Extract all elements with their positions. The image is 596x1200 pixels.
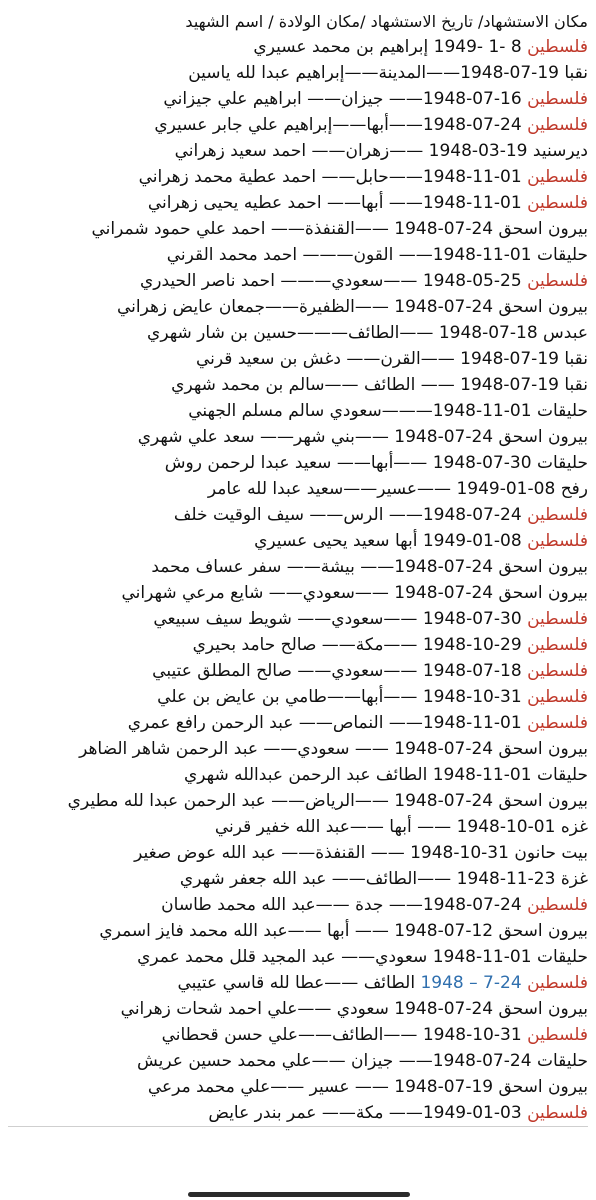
entry-details: 24-07-1948 ——سعودي—— شايع مرعي شهراني <box>121 583 494 603</box>
martyrdom-place: بيرون اسحق <box>498 583 588 603</box>
entry-details: 8 -1 -1949 إبراهيم بن محمد عسيري <box>253 37 522 57</box>
list-item <box>8 424 588 450</box>
martyrdom-date: 24-7 – 1948 <box>420 973 522 993</box>
martyrdom-place: فلسطين <box>527 89 588 109</box>
martyrdom-place: بيرون اسحق <box>498 427 588 447</box>
martyrdom-place: حليقات <box>536 453 588 473</box>
list-item <box>8 1048 588 1074</box>
list-item <box>8 632 588 658</box>
entry-details: 24-07-1948—— بيشة—— سفر عساف محمد <box>151 557 494 577</box>
entry-details: 08-01-1949 أبها سعيد يحيى عسيري <box>254 531 522 551</box>
entry-details: 19-07-1948 —— الطائف ——سالم بن محمد شهري <box>171 375 559 395</box>
list-item <box>8 346 588 372</box>
list-item <box>8 840 588 866</box>
list-item <box>8 398 588 424</box>
martyrdom-place: فلسطين <box>527 713 588 733</box>
entry-details: 01-11-1948—— النماص—— عبد الرحمن رافع عمري <box>127 713 522 733</box>
martyrdom-place: فلسطين <box>527 1025 588 1045</box>
entry-details: 19-07-1948 —— عسير ——علي محمد مرعي <box>147 1077 494 1097</box>
list-item <box>8 892 588 918</box>
list-item <box>8 944 588 970</box>
martyrdom-place: فلسطين <box>527 661 588 681</box>
list-item <box>8 996 588 1022</box>
martyrdom-place: بيرون اسحق <box>498 739 588 759</box>
entry-details: 01-11-1948 الطائف عبد الرحمن عبدالله شهري <box>183 765 532 785</box>
entry-details: 08-01-1949 ——عسير——سعيد عبدا لله عامر <box>207 479 556 499</box>
martyrdom-place: بيت حانون <box>514 843 588 863</box>
entry-details: 19-07-1948 ——القرن—— دغش بن سعيد قرني <box>196 349 559 369</box>
list-item <box>8 528 588 554</box>
list-item <box>8 554 588 580</box>
entry-details: 01-11-1948—— القون——— احمد محمد القرني <box>166 245 532 265</box>
list-item <box>8 658 588 684</box>
entry-details: الطائف ——عطا لله قاسي عتيبي <box>177 973 421 993</box>
entry-details: 12-07-1948 —— أبها ——عبد الله محمد فايز اسمري <box>99 921 494 941</box>
martyrs-list <box>8 34 588 1127</box>
martyrdom-place: فلسطين <box>527 973 588 993</box>
martyrdom-place: فلسطين <box>527 895 588 915</box>
home-indicator[interactable] <box>188 1192 410 1197</box>
entry-details: 18-07-1948 ——الطائف———حسين بن شار شهري <box>147 323 538 343</box>
list-item <box>8 788 588 814</box>
entry-details: 24-07-1948 ——بني شهر—— سعد علي شهري <box>137 427 494 447</box>
martyrdom-place: بيرون اسحق <box>498 921 588 941</box>
entry-details: 24-07-1948 ——القنفذة—— احمد علي حمود شمراني <box>91 219 494 239</box>
entry-details: 29-10-1948 ——مكة—— صالح حامد بحيري <box>192 635 522 655</box>
entry-details: 24-07-1948 —— سعودي—— عبد الرحمن شاهر الضاهر <box>79 739 494 759</box>
list-item <box>8 476 588 502</box>
list-item <box>8 606 588 632</box>
entry-details: 19-03-1948 ——زهران—— احمد سعيد زهراني <box>174 141 528 161</box>
list-item <box>8 112 588 138</box>
martyrdom-place: بيرون اسحق <box>498 999 588 1019</box>
entry-details: 18-07-1948 ——سعودي—— صالح المطلق عتيبي <box>152 661 522 681</box>
list-item <box>8 242 588 268</box>
list-item <box>8 216 588 242</box>
martyrdom-place: فلسطين <box>527 271 588 291</box>
list-item <box>8 580 588 606</box>
martyrdom-place: غزة <box>560 869 588 889</box>
martyrdom-place: فلسطين <box>527 193 588 213</box>
list-item <box>8 86 588 112</box>
list-item <box>8 502 588 528</box>
entry-details: 31-10-1948 ——أبها——طامي بن عايض بن علي <box>157 687 522 707</box>
martyrdom-place: ديرسنيد <box>532 141 588 161</box>
entry-details: 24-07-1948 سعودي ——علي احمد شحات زهراني <box>120 999 494 1019</box>
list-item <box>8 138 588 164</box>
entry-details: 24-07-1948—— جدة ——عبد الله محمد طاسان <box>161 895 522 915</box>
martyrdom-place: حليقات <box>536 947 588 967</box>
martyrdom-place: فلسطين <box>527 115 588 135</box>
entry-details: 31-10-1948 ——الطائف——علي حسن قحطاني <box>161 1025 522 1045</box>
entry-details: 25-05-1948 ——سعودي——— احمد ناصر الحيدري <box>139 271 522 291</box>
martyrdom-place: نقبا <box>564 375 588 395</box>
martyrdom-place: فلسطين <box>527 37 588 57</box>
martyrdom-place: فلسطين <box>527 505 588 525</box>
entry-details: 01-11-1948 سعودي—— عبد المجيد قلل محمد عمري <box>137 947 532 967</box>
list-item <box>8 710 588 736</box>
entry-details: 16-07-1948—— جيزان—— ابراهيم علي جيزاني <box>163 89 522 109</box>
entry-details: 01-10-1948 —— أبها ——عبد الله خفير قرني <box>214 817 556 837</box>
list-item <box>8 866 588 892</box>
martyrdom-place: فلسطين <box>527 167 588 187</box>
martyrdom-place: نقبا <box>564 349 588 369</box>
martyrdom-place: فلسطين <box>527 687 588 707</box>
martyrdom-place: رفح <box>560 479 588 499</box>
entry-details: 24-07-1948 ——الرياض—— عبد الرحمن عبدا لله مطيري <box>67 791 494 811</box>
document-header: مكان الاستشهاد/ تاريخ الاستشهاد /مكان الولادة / اسم الشهيد <box>185 12 588 31</box>
entry-details: 31-10-1948 —— القنفذة—— عبد الله عوض صغير <box>134 843 509 863</box>
martyrdom-place: غزه <box>560 817 588 837</box>
martyrdom-place: حليقات <box>536 1051 588 1071</box>
entry-details: 01-11-1948—— أبها—— احمد عطيه يحيى زهراني <box>147 193 522 213</box>
list-item <box>8 1100 588 1127</box>
martyrdom-place: فلسطين <box>527 1103 588 1123</box>
list-item <box>8 736 588 762</box>
entry-details: 01-11-1948——حابل—— احمد عطية محمد زهراني <box>138 167 522 187</box>
martyrdom-place: فلسطين <box>527 635 588 655</box>
martyrdom-place: حليقات <box>536 401 588 421</box>
list-item <box>8 320 588 346</box>
list-item <box>8 372 588 398</box>
list-item <box>8 762 588 788</box>
entry-details: 30-07-1948 ——سعودي—— شويط سيف سبيعي <box>153 609 522 629</box>
entry-details: 23-11-1948 ——الطائف—— عبد الله جعفر شهري <box>179 869 556 889</box>
martyrdom-place: بيرون اسحق <box>498 791 588 811</box>
list-item <box>8 1074 588 1100</box>
martyrdom-place: حليقات <box>536 245 588 265</box>
entry-details: 03-01-1949—— مكة—— عمر بندر عايض <box>208 1103 522 1123</box>
martyrdom-place: حليقات <box>536 765 588 785</box>
martyrdom-place: بيرون اسحق <box>498 297 588 317</box>
martyrdom-place: بيرون اسحق <box>498 219 588 239</box>
martyrdom-place: فلسطين <box>527 609 588 629</box>
entry-details: 24-07-1948—— جيزان ——علي محمد حسين عريش <box>137 1051 532 1071</box>
list-item <box>8 1022 588 1048</box>
entry-details: 01-11-1948———سعودي سالم مسلم الجهني <box>188 401 532 421</box>
list-item <box>8 684 588 710</box>
list-item <box>8 164 588 190</box>
list-item <box>8 190 588 216</box>
list-item <box>8 34 588 60</box>
entry-details: 30-07-1948 ——أبها—— سعيد عبدا لرحمن روش <box>164 453 532 473</box>
entry-details: 19-07-1948——المدينة——إبراهيم عبدا لله ياسين <box>188 63 559 83</box>
list-item <box>8 450 588 476</box>
entry-details: 24-07-1948 ——الظفيرة——جمعان عايض زهراني <box>116 297 494 317</box>
martyrdom-place: فلسطين <box>527 531 588 551</box>
list-item <box>8 268 588 294</box>
list-item <box>8 294 588 320</box>
martyrdom-place: نقبا <box>564 63 588 83</box>
martyrdom-place: عبدس <box>543 323 588 343</box>
martyrdom-place: بيرون اسحق <box>498 1077 588 1097</box>
list-item <box>8 918 588 944</box>
list-item <box>8 814 588 840</box>
entry-details: 24-07-1948—— الرس—— سيف الوقيت خلف <box>173 505 522 525</box>
martyrdom-place: بيرون اسحق <box>498 557 588 577</box>
entry-details: 24-07-1948——أبها——إبراهيم علي جابر عسيري <box>154 115 522 135</box>
list-item <box>8 970 588 996</box>
list-item <box>8 60 588 86</box>
